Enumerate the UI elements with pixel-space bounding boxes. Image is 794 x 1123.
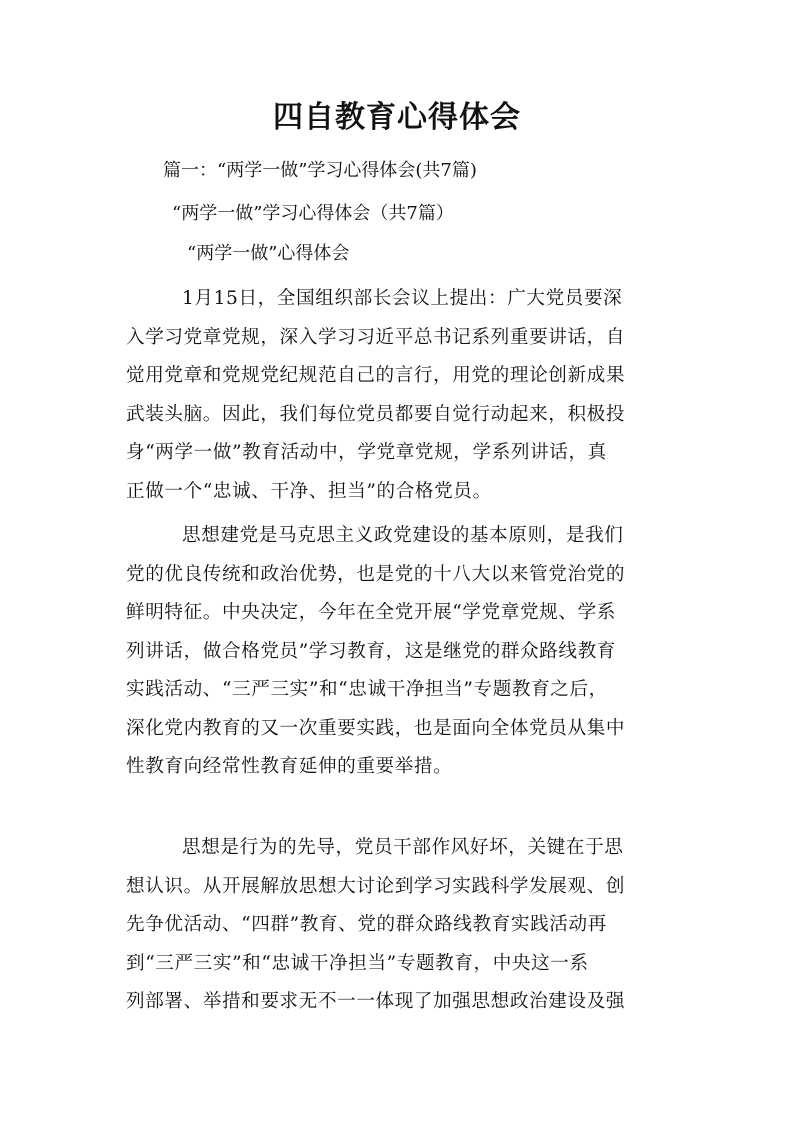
paragraph-line: 列部署、举措和要求无不一一体现了加强思想政治建设及强 — [126, 991, 626, 1012]
paragraph-line: 武装头脑。因此，我们每位党员都要自觉行动起来，积极投 — [126, 403, 626, 425]
paragraph-line: 觉用党章和党规党纪规范自己的言行，用党的理论创新成果 — [126, 365, 626, 386]
paragraph-line: 想认识。从开展解放思想大讨论到学习实践科学发展观、创 — [126, 875, 626, 897]
paragraph-line: 思想建党是马克思主义政党建设的基本原则，是我们 — [182, 525, 624, 546]
page-title: 四自教育心得体会 — [273, 100, 521, 135]
paragraph-1 — [126, 280, 686, 511]
paragraph-line: 列讲话，做合格党员”学习教育，这是继党的群众路线教育 — [126, 640, 616, 662]
subtitle-chapter: 篇一：“两学一做”学习心得体会(共7篇) — [163, 160, 477, 181]
paragraph-line: 党的优良传统和政治优势，也是党的十八大以来管党治党的 — [126, 563, 626, 585]
paragraph-line: 正做一个“忠诚、干净、担当”的合格党员。 — [126, 480, 492, 502]
paragraph-line: 深化党内教育的又一次重要实践，也是面向全体党员从集中 — [126, 717, 626, 739]
paragraph-line: 思想是行为的先导，党员干部作风好坏，关键在于思 — [182, 837, 624, 858]
paragraph-line: 1月15日，全国组织部长会议上提出：广大党员要深 — [182, 288, 623, 309]
subtitle-collection: “两学一做”学习心得体会（共7篇） — [172, 203, 454, 224]
subtitle-section: “两学一做”心得体会 — [187, 243, 350, 264]
paragraph-line: 先争优活动、“四群”教育、党的群众路线教育实践活动再 — [126, 914, 607, 935]
paragraph-line: 鲜明特征。中央决定，今年在全党开展“学党章党规、学系 — [126, 602, 616, 623]
paragraph-3 — [126, 829, 686, 1022]
paragraph-line: 身“两学一做”教育活动中，学党章党规，学系列讲话，真 — [126, 442, 607, 463]
paragraph-line: 入学习党章党规，深入学习习近平总书记系列重要讲话，自 — [126, 326, 626, 348]
paragraph-line: 实践活动、“三严三实”和“忠诚干净担当”专题教育之后， — [126, 679, 608, 700]
paragraph-line: 性教育向经常性教育延伸的重要举措。 — [126, 756, 453, 777]
paragraph-line: 到“三严三实”和“忠诚干净担当”专题教育，中央这一系 — [126, 952, 589, 974]
paragraph-2 — [126, 517, 686, 787]
